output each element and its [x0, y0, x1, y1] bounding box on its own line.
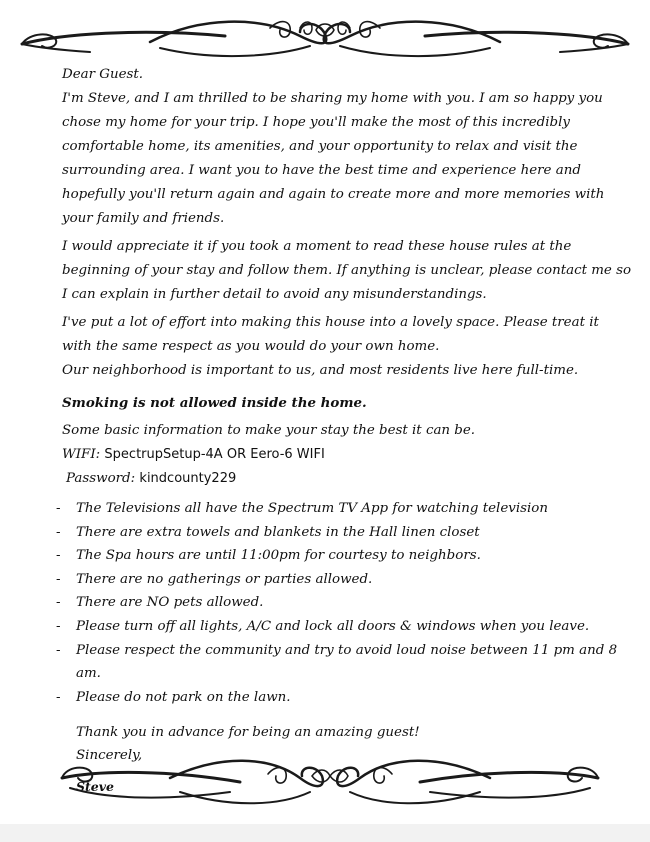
greeting: Dear Guest. [62, 67, 144, 82]
dash-bullet: - [56, 571, 61, 587]
wifi-networks: SpectrupSetup-4A OR Eero-6 WIFI [104, 447, 325, 462]
password-value: kindcounty229 [139, 471, 237, 486]
dash-bullet: - [56, 524, 61, 540]
rule-text: The Televisions all have the Spectrum TV App for watching television [76, 501, 548, 516]
dash-bullet: - [56, 501, 61, 516]
list-item [56, 686, 632, 710]
neighborhood-paragraph: Our neighborhood is important to us, and most residents live here full-time. [62, 363, 579, 378]
dash-bullet: - [56, 548, 61, 564]
wifi-line [62, 443, 632, 467]
rule-text: There are extra towels and blankets in the Hall linen closet [76, 524, 480, 540]
wifi-label: WIFI: [62, 447, 101, 462]
sincerely-line: Sincerely, [76, 748, 143, 764]
respect-paragraph: I've put a lot of effort into making this house into a lovely space. Please treat it with the same respect as you would do your own home. [62, 315, 599, 354]
rule-text: Please do not park on the lawn. [76, 689, 291, 705]
list-item [56, 497, 632, 521]
signature: Steve [76, 779, 114, 795]
scroll-ornament-icon [0, 6, 650, 66]
rule-text: There are NO pets allowed. [76, 595, 264, 611]
list-item [56, 568, 632, 592]
dash-bullet: - [56, 642, 61, 658]
smoking-notice: Smoking is not allowed inside the home. [62, 395, 367, 411]
intro-paragraph: I'm Steve, and I am thrilled to be sharing my home with you. I am so happy you chose my home for your trip. I hope you'll make the most of this incredibly comfortable home, its amenities, and your opportunity to relax and visit the surrounding area. I want you to have the best time and experience here and hopefully you'll return again and again to create more and more memories with your family and friends. [62, 91, 605, 226]
list-item [56, 521, 632, 545]
rule-text: Please turn off all lights, A/C and lock all doors & windows when you leave. [76, 618, 590, 634]
page-footer-strip [0, 824, 650, 842]
thanks-line: Thank you in advance for being an amazing guest! [76, 725, 420, 741]
password-label: Password: [66, 471, 136, 486]
bottom-scroll-ornament [0, 748, 650, 812]
list-item [56, 639, 632, 686]
house-rules-list [56, 497, 632, 709]
rule-text: The Spa hours are until 11:00pm for courtesy to neighbors. [76, 548, 481, 564]
top-scroll-ornament [0, 6, 650, 66]
dash-bullet: - [56, 595, 61, 611]
letter-body [56, 63, 632, 799]
rule-text: There are no gatherings or parties allowed. [76, 571, 373, 587]
list-item [56, 615, 632, 639]
list-item [56, 544, 632, 568]
dash-bullet: - [56, 689, 61, 705]
scroll-ornament-icon [0, 748, 650, 812]
list-item [56, 591, 632, 615]
dash-bullet: - [56, 618, 61, 634]
basic-info-heading: Some basic information to make your stay the best it can be. [62, 423, 476, 438]
password-line [62, 467, 632, 491]
rules-request-paragraph: I would appreciate it if you took a moment to read these house rules at the beginning of your stay and follow them. If anything is unclear, please contact me so I can explain in further detail to avoid any misunderstandings. [62, 239, 632, 302]
rule-text: Please respect the community and try to avoid loud noise between 11 pm and 8 am. [76, 642, 618, 682]
